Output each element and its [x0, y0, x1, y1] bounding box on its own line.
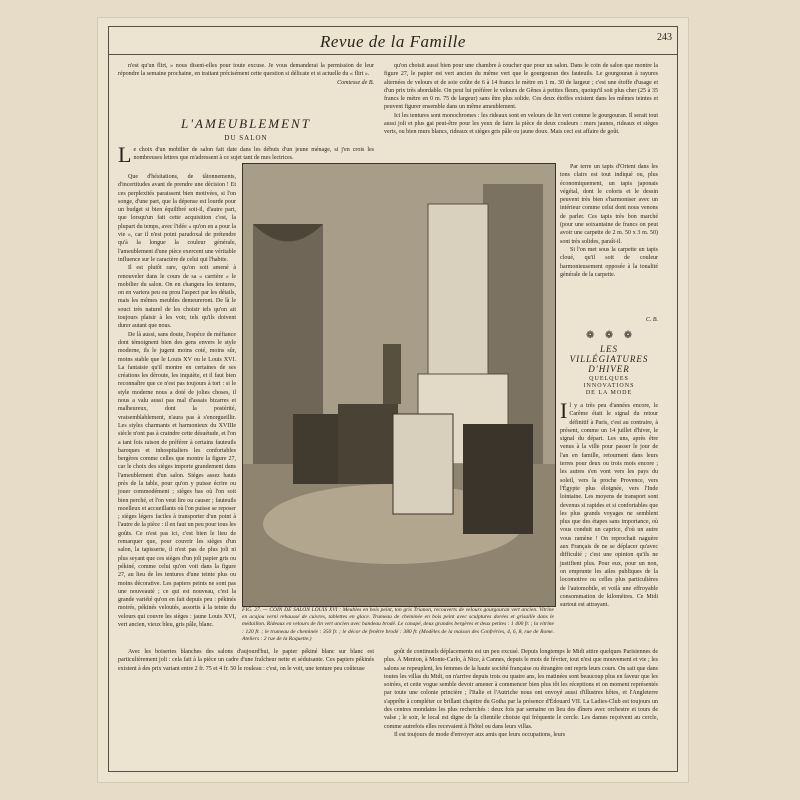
ameublement-subtitle: DU SALON [224, 134, 268, 142]
villegiatures-subtitle [560, 376, 658, 397]
figure-caption: FIG. 27. — COIN DE SALON LOUIS XVI : Meubles en bois peint, ton gris Trianon, recouverts de velours gourgouran vert ancien. Vitrine en acajou verni rehaussé de cuivres, tablettes en glace. Trumeau de cheminée en bois peint avec sculptures dorées et grisaille dans le médaillon. Rideaux en velours de lin vert ancien avec bandeau brodé. Le canapé, deux grandes bergères et deux petites : 1 400 fr. ; la vitrine : 120 fr. ; le trumeau de cheminée : 350 fr. ; le décor de fenêtre brodé : 380 fr. (Modèles de la maison des Confréries, 4, 6, 8, rue de Rome. Ateliers : 2 rue de la Roquette.) [242, 607, 554, 642]
tapis-text: Par terre un tapis d'Orient dans les tons clairs est tout indiqué ou, plus économiquement, un tapis japonais végétal, dont le coloris et le dessin peuvent très bien s'harmoniser avec un intérieur comme celui dont nous venons de parler. Ces tapis très bon marché (pour une soixantaine de francs on peut avoir une carpette de 2 m. 50 x 3 m. 50) sont très solides, paraît-il. [560, 164, 658, 245]
bottom-right-text: goût de continuels déplacements est un peu excusé. Depuis longtemps le Midi attire quelques Parisiennes de plus. À Menton, à Monte-Carlo, à Nice, à Cannes, depuis le mois de février, tout n'est que mouvement et vie ; les salons se repeuplent, les femmes de la haute société française ou étrangère ont repris leurs cours. On sait que dans toutes les villas du Midi, on n'arrive depuis trois ou quatre ans, les matinées sont beaucoup plus en faveur que les soirées, et cette vogue semble devoir amener à commencer bien plus tôt les réceptions et on moment représentés par toute une colonie princière ; l'Italie et l'Autriche nous ont envoyé aussi d'illustres hôtes, et l'Angleterre s'apprête à compléter ce brillant chapitre du Gotha par la présence d'Édouard VII. La Ladies-Club est toujours un des centres mondains les plus recherchés : deux fois par semaine on lieu des dîners avec orchestre et tours de valse ; le soir, le local est digne de la clientèle choisie qui fréquente le cercle. Les dames reçoivent au cercle, comme autrefois elles recevaient à l'hôtel ou dans leurs villas. [384, 649, 658, 730]
right-top-column [384, 62, 658, 160]
right-narrow-column [560, 163, 658, 313]
villegiatures-title-2: VILLÉGIATURES [569, 354, 649, 364]
ameublement-narrow-column [118, 173, 236, 629]
salon-illustration [243, 164, 555, 606]
right-top-text2: Ici les tentures sont monochromes : les rideaux sont en velours de lin vert comme le gourgouran. Il serait tout aussi joli et plus gai peut-être pour les yeux de faire la pièce de deux couleurs : murs jaunes, rideaux et sièges verts, ou bien murs blancs, rideaux et sièges gris pâle ou jaune doux. Mais ceci est affaire de goût. [384, 112, 658, 136]
left-top-column [118, 62, 374, 87]
header-rule [108, 54, 678, 55]
dropcap-l: L [118, 142, 132, 167]
salon-photograph [242, 163, 556, 607]
signature-cb: C. B. [645, 317, 658, 323]
bottom-right-column [384, 648, 658, 766]
ameublement-bottom-column [118, 648, 374, 766]
signature-comtesse: Comtesse de B. [337, 79, 374, 86]
ameublement-p4: De là aussi, sans doute, l'espèce de méfiance dont témoignent bien des gens envers le style moderne, ils le jugent moins coté, moins sûr, moins stable que le Louis XV ou le Louis XVI. La fantaisie qu'il montre en certaines de ses créations les déroute, les inquiète, et il faut bien reconnaître que ce n'est pas toujours à tort : si le style moderne nous a doté de jolies choses, il nous a valu aussi pas mal d'assais bizarres et malheureux, dont la postérité, vraisemblablement, n'aura pas à s'enorgueillir. Les styles charmants et harmonieux du XVIIIe siècle n'ont pas à craindre cette désuétude, et l'on a tant fois raison de préférer à certains fauteuils baroques et inhospitaliers les confortables bergères comme celles que montre la figure 27, car le choix des sièges importe grandement dans l'ameublement d'un salon. Sièges assez hauts près de la table, pour qu'on y puisse écrire ou jouer commodément ; sièges bas où l'on soit bien perché, et l'on veut lire ou causer ; fauteuils moelleux et accueillants où l'on puisse se reposer ; sièges légers faciles à transporter d'un point à l'autre de la pièce : il en faut un peu pour tous les goûts. Ce n'est pas ici, c'est bien le lieu de remarquer que, pour couvrir les sièges d'un salon, la tapisserie, il n'est pas de plus joli ni plus seyant que ces sièges d'un joli papier gris ou pékiné, comme celui qu'on voit dans la figure 27, au lieu de les tentures d'une teinte plus ou moins décorative. Les papiers peints ne sont pas une nouveauté ; ce qui est nouveau, c'est la grande variété qu'on en fait depuis peu : pékinés moirés, pékinés veloutés, assortis à la teinte du velours qui couvre les sièges : jaune Louis XVI, vert ancien, vieux bleu, gris pâle, blanc. [118, 331, 236, 629]
left-top-text: n'est qu'un flirt, » nous disent-elles pour toute excuse. Je vous demanderai la permission de leur répondre la semaine prochaine, en traitant précisément cette question si délicate et si actuelle du « flirt ». [118, 63, 374, 78]
magazine-page [98, 18, 688, 782]
carpette-text: Si l'on met sous la carpette un tapis cloué, qu'il soit de couleur harmonieusement opposée à la tonalité générale de la carpette. [560, 246, 658, 278]
right-top-text: qu'on choisit aussi bien pour une chambre à coucher que pour un salon. Dans le coin de salon que montre la figure 27, le papier est vert ancien du même vert que le gourgouran des fauteuils. Le gourgouran à rayures alternées de velours et de soie coûte de 6 à 14 francs le mètre en 1 m. 30 de largeur ; c'est une étoffe d'usage et d'un prix très abordable. On peut lui préférer le velours de Gênes à petites fleurs, quoiqu'il soit plus cher (25 à 35 francs le mètre en 0 m. 75 de largeur) sans être plus solide. Ces deux étoffes existent dans les mêmes teintes et peuvent figurer ensemble dans un même ameublement. [384, 63, 658, 111]
villegiatures-title [560, 344, 658, 374]
villegiatures-column [560, 398, 658, 609]
ameublement-intro [118, 142, 374, 167]
villegiatures-title-1: LES [599, 344, 618, 354]
villegiatures-sub-3: DE LA MODE [585, 390, 633, 396]
bottom-right-text2: Il est toujours de mode d'envoyer aux amis que leurs occupations, leurs [394, 731, 566, 738]
journal-title: Revue de la Famille [320, 32, 466, 51]
dropcap-i: I [560, 398, 568, 423]
villegiatures-sub-2: INNOVATIONS [583, 383, 635, 389]
villegiatures-sub-1: QUELQUES [589, 376, 629, 382]
ameublement-title: L'AMEUBLEMENT [181, 116, 311, 131]
ameublement-p3: Il est plutôt rare, qu'on soit amené à renouveler dans le cours de sa « carrière » le mobilier du salon. On en changera les tentures, on en variera peu ou prou l'aspect par les détails, mais les mêmes meubles demeureront. De là le souci très naturel de les choisir tels qu'on ait toujours plaisir à les voir, tels qu'ils doivent durer autant que nous. [118, 265, 236, 330]
ameublement-p5: Avec les boiseries blanches des salons d'aujourd'hui, le papier pékiné blanc sur blanc est particulièrement joli : cela fait à la pièce un cadre d'une fraîcheur nette et séduisante. Ces papiers pékinés existent à des prix variant entre 2 fr. 75 et 4 fr. 50 le rouleau : c'est, on le voit, une tenture peu coûteuse [118, 649, 374, 672]
villegiatures-text: l y a très peu d'années encore, le Carême était le signal du retour définitif à Paris, c'est au contraire, à présent, comme un 14 juillet d'hiver, le signal du départ. Les uns, après être venus à la ville pour passer le jour de l'an en famille, retournent dans leurs terres pour deux ou trois mois encore ; les autres s'en vont vers les pays du soleil, vers la proche Provence, vers l'Égypte plus éloignée, vers l'Inde lointaine. Les moyens de transport sont devenus si rapides et si confortables que les plus grands voyages ne semblent plus que des étapes sans importance, où vous conduit un caprice, d'où un autre vous ramène ! On reprochait naguère aux Français de ne se déplacer qu'avec difficulté ; c'est une opinion qu'ils ne justifient plus. Pour eux, pour un non, on emprunte les ailes publiques de la locomotive ou celles plus particulières de l'automobile, et voilà une effroyable consommation de kilomètres. Ce Midi surtout est attrayant. [560, 403, 658, 609]
ornament-divider: ❁ ❁ ❁ [586, 330, 637, 341]
ameublement-p1: e choix d'un mobilier de salon fait date dans les débuts d'un jeune ménage, si j'en crois les nombreuses lettres que m'adressent à ce sujet tant de mes lectrices. [133, 147, 374, 162]
page-number: 243 [657, 32, 672, 43]
ameublement-p2: Que d'hésitations, de tâtonnements, d'incertitudes avant de prendre une décision ! Et ces perplexités paraissent bien motivées, si l'on songe, d'une part, que la dépense est lourde pour un budget si bien équilibré soit-il, d'autre part, que lorsqu'un fait cette acquisition c'est, la plupart du temps, avec l'idée « qu'on en a pour la vie », car il n'est point paradoxal de prétendre qu'à la longue la couleur générale, l'ameublement d'une pièce exercent une véritable influence sur le caractère de celui qui l'habite. [118, 174, 236, 263]
villegiatures-title-3: D'HIVER [588, 364, 630, 374]
